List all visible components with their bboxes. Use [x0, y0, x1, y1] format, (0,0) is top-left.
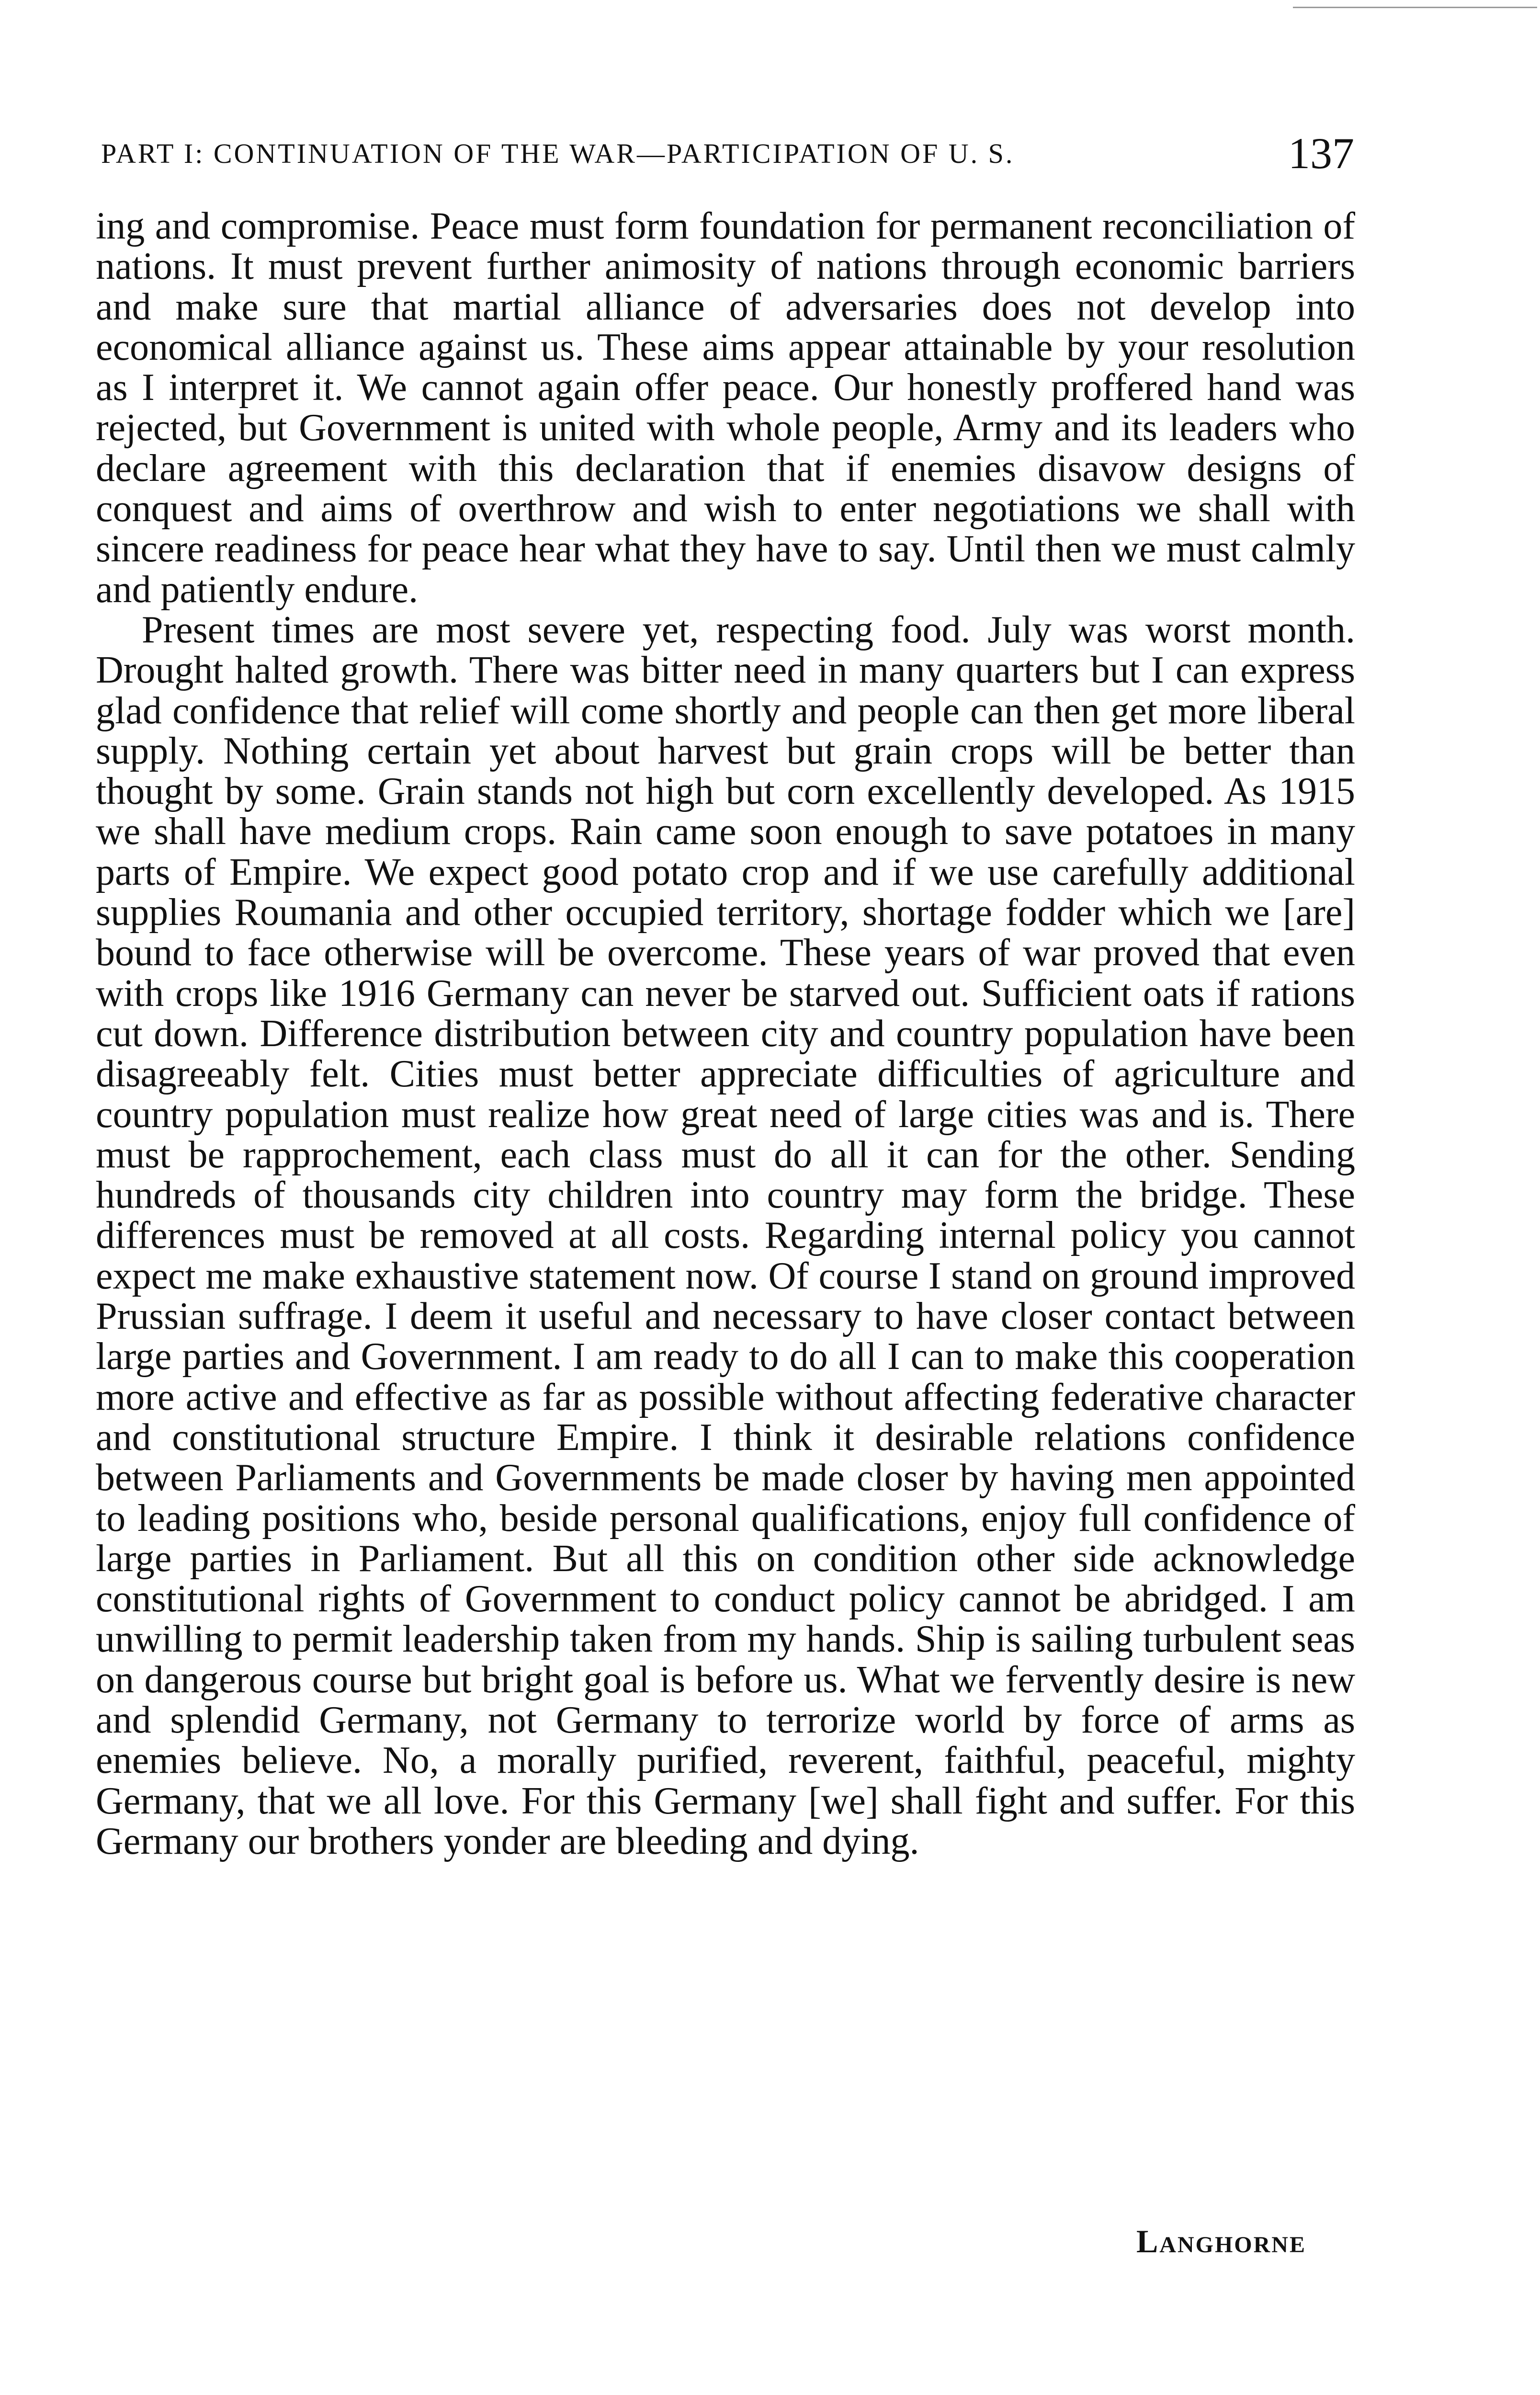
paragraph-continuation: ing and compromise. Peace must form foundation for permanent reconciliation of nations. It must prevent further animosity of nations through economic barriers and make sure that martial alliance of adversaries does not develop into economical alliance against us. These aims appear attainable by your resolution as I interpret it. We cannot again offer peace. Our honestly proffered hand was rejected, but Government is united with whole people, Army and its leaders who declare agreement with this declaration that if enemies disavow designs of conquest and aims of overthrow and wish to enter negotiations we shall with sincere readiness for peace hear what they have to say. Until then we must calmly and patiently endure.	[96, 205, 1355, 611]
signature: Langhorne	[1136, 2223, 1306, 2259]
paragraph-food-and-policy: Present times are most severe yet, respecting food. July was worst month. Drought halted growth. There was bitter need in many quarters but I can express glad confidence that relief will come shortly and people can then get more liberal supply. Nothing certain yet about harvest but grain crops will be better than thought by some. Grain stands not high but corn excellently developed. As 1915 we shall have medium crops. Rain came soon enough to save potatoes in many parts of Empire. We expect good potato crop and if we use carefully additional supplies Roumania and other occupied territory, shortage fodder which we [are] bound to face otherwise will be overcome. These years of war proved that even with crops like 1916 Germany can never be starved out. Sufficient oats if rations cut down. Difference distribution between city and country population have been disagreeably felt. Cities must better appreciate difficulties of agriculture and country population must realize how great need of large cities was and is. There must be rapprochement, each class must do all it can for the other. Sending hundreds of thousands city children into country may form the bridge. These differences must be removed at all costs. Regarding internal policy you cannot expect me make exhaustive statement now. Of course I stand on ground improved Prussian suffrage. I deem it useful and necessary to have closer contact between large parties and Government. I am ready to do all I can to make this cooperation more active and effective as far as possible without affecting federative character and constitutional structure Empire. I think it desirable relations confidence between Parliaments and Governments be made closer by having men appointed to leading positions who, beside personal qualifications, enjoy full confidence of large parties in Parliament. But all this on condition other side acknowledge constitutional rights of Government to conduct policy cannot be abridged. I am unwilling to permit leadership taken from my hands. Ship is sailing turbulent seas on dangerous course but bright goal is before us. What we fervently desire is new and splendid Germany, not Germany to terrorize world by force of arms as enemies believe. No, a morally purified, reverent, faithful, peaceful, mighty Germany, that we all love. For this Germany [we] shall fight and suffer. For this Germany our brothers yonder are bleeding and dying.	[96, 608, 1355, 1862]
top-edge-rule	[1293, 7, 1537, 8]
page-number: 137	[1288, 129, 1354, 178]
telegram-body	[96, 206, 1355, 1861]
page-header	[101, 123, 1354, 178]
running-head: PART I: CONTINUATION OF THE WAR—PARTICIPATION OF U. S.	[101, 138, 1015, 169]
